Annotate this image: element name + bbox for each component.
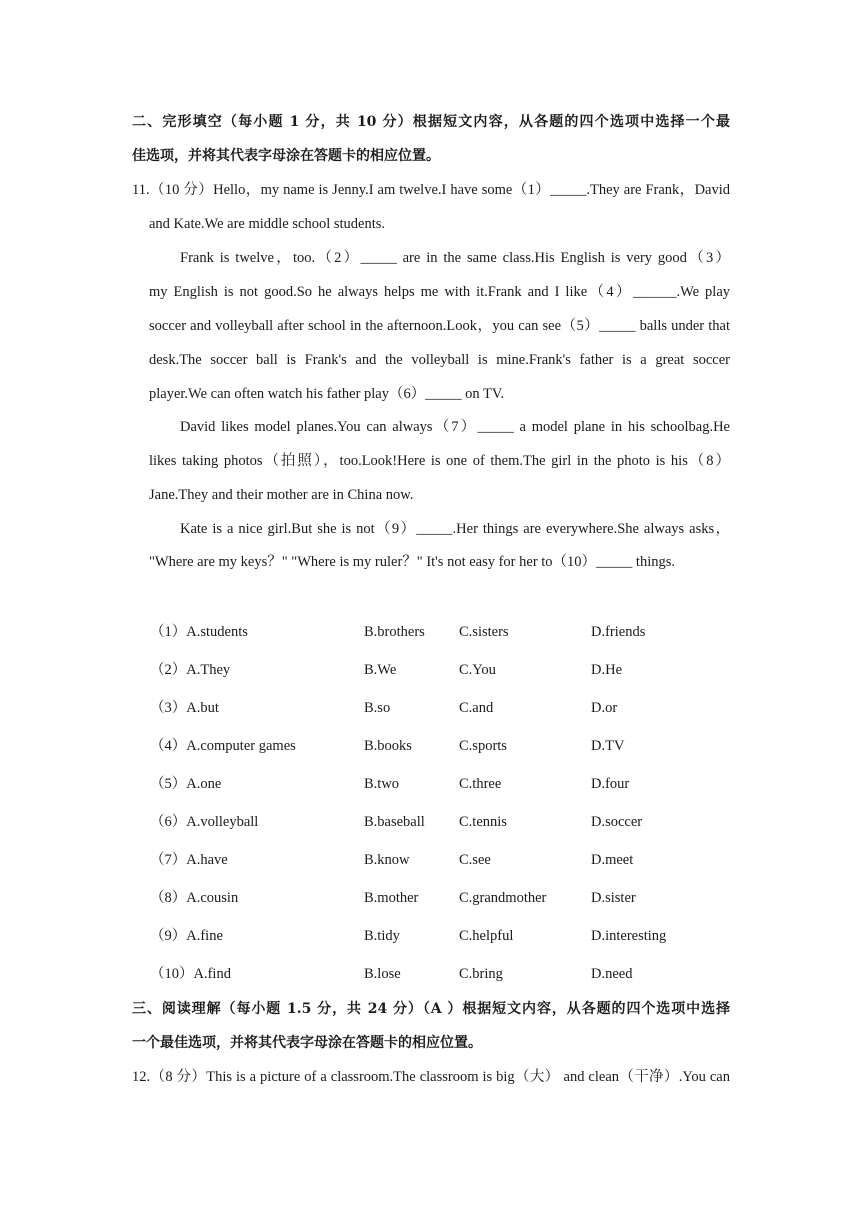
option-a: （4）A.computer games [150,738,296,754]
option-b: B.books [364,738,412,754]
option-row-8 [150,888,710,908]
option-row-2 [150,660,710,680]
option-d: D.friends [591,624,646,640]
q11-line-2: and Kate.We are middle school students. [149,216,386,232]
q11-line-3: Frank is twelve，too.（2）_____ are in the same class.His English is very good（3） [180,250,730,266]
option-a: （8）A.cousin [150,890,239,906]
option-row-4 [150,736,710,756]
q11-line-8: David likes model planes.You can always（7）_____ a model plane in his schoolbag.He [180,419,730,435]
option-d: D.need [591,966,633,982]
option-d: D.He [591,662,623,678]
option-row-5 [150,774,710,794]
section2-heading-line2: 佳选项，并将其代表字母涂在答题卡的相应位置。 [132,148,440,164]
option-a: （5）A.one [150,776,222,792]
option-a: （9）A.fine [150,928,223,944]
section3-heading-line1: 三、阅读理解（每小题 1.5 分，共 24 分）（A ）根据短文内容，从各题的四个选项中选择 [132,1001,730,1017]
option-c: C.helpful [459,928,514,944]
option-c: C.tennis [459,814,507,830]
q12-line-1: 12.（8 分）This is a picture of a classroom.The classroom is big（大） and clean（干净）.You can [132,1069,730,1085]
q11-line-4: my English is not good.So he always helps me with it.Frank and I like（4）______.We play [149,284,730,300]
option-d: D.TV [591,738,625,754]
option-a: （1）A.students [150,624,248,640]
option-b: B.baseball [364,814,425,830]
option-b: B.We [364,662,397,678]
option-row-10 [150,964,710,984]
option-b: B.know [364,852,410,868]
section3-heading-line2: 一个最佳选项，并将其代表字母涂在答题卡的相应位置。 [132,1035,482,1051]
q11-line-12: "Where are my keys？" "Where is my ruler？" It's not easy for her to（10）_____ things. [149,554,676,570]
q11-line-1: 11.（10 分）Hello，my name is Jenny.I am twelve.I have some（1）_____.They are Frank，David [132,182,730,198]
option-c: C.and [459,700,494,716]
option-row-9 [150,926,710,946]
option-d: D.meet [591,852,634,868]
option-b: B.so [364,700,391,716]
option-row-3 [150,698,710,718]
option-d: D.interesting [591,928,667,944]
option-a: （2）A.They [150,662,231,678]
option-c: C.You [459,662,496,678]
option-c: C.bring [459,966,503,982]
q11-line-6: desk.The soccer ball is Frank's and the volleyball is mine.Frank's father is a great soccer [149,352,730,368]
option-c: C.three [459,776,502,792]
option-d: D.four [591,776,630,792]
option-row-6 [150,812,710,832]
q11-line-5: soccer and volleyball after school in the afternoon.Look，you can see（5）_____ balls under that [149,318,730,334]
q11-line-9: likes taking photos（拍照），too.Look!Here is one of them.The girl in the photo is his（8） [149,453,730,469]
option-a: （10）A.find [150,966,231,982]
option-a: （7）A.have [150,852,228,868]
option-d: D.sister [591,890,636,906]
option-b: B.brothers [364,624,425,640]
option-c: C.sports [459,738,507,754]
option-b: B.tidy [364,928,400,944]
option-c: C.sisters [459,624,509,640]
section2-heading-line1: 二、完形填空（每小题 1 分，共 10 分）根据短文内容，从各题的四个选项中选择一个最 [132,114,730,130]
option-row-1 [150,622,710,642]
q11-line-10: Jane.They and their mother are in China now. [149,487,414,503]
option-d: D.or [591,700,618,716]
option-b: B.two [364,776,400,792]
option-a: （3）A.but [150,700,219,716]
q11-line-11: Kate is a nice girl.But she is not（9）_____.Her things are everywhere.She always asks， [180,521,730,537]
option-c: C.grandmother [459,890,547,906]
q11-line-7: player.We can often watch his father play（6）_____ on TV. [149,386,505,402]
option-d: D.soccer [591,814,643,830]
option-b: B.mother [364,890,419,906]
option-a: （6）A.volleyball [150,814,259,830]
option-b: B.lose [364,966,401,982]
option-c: C.see [459,852,491,868]
option-row-7 [150,850,710,870]
